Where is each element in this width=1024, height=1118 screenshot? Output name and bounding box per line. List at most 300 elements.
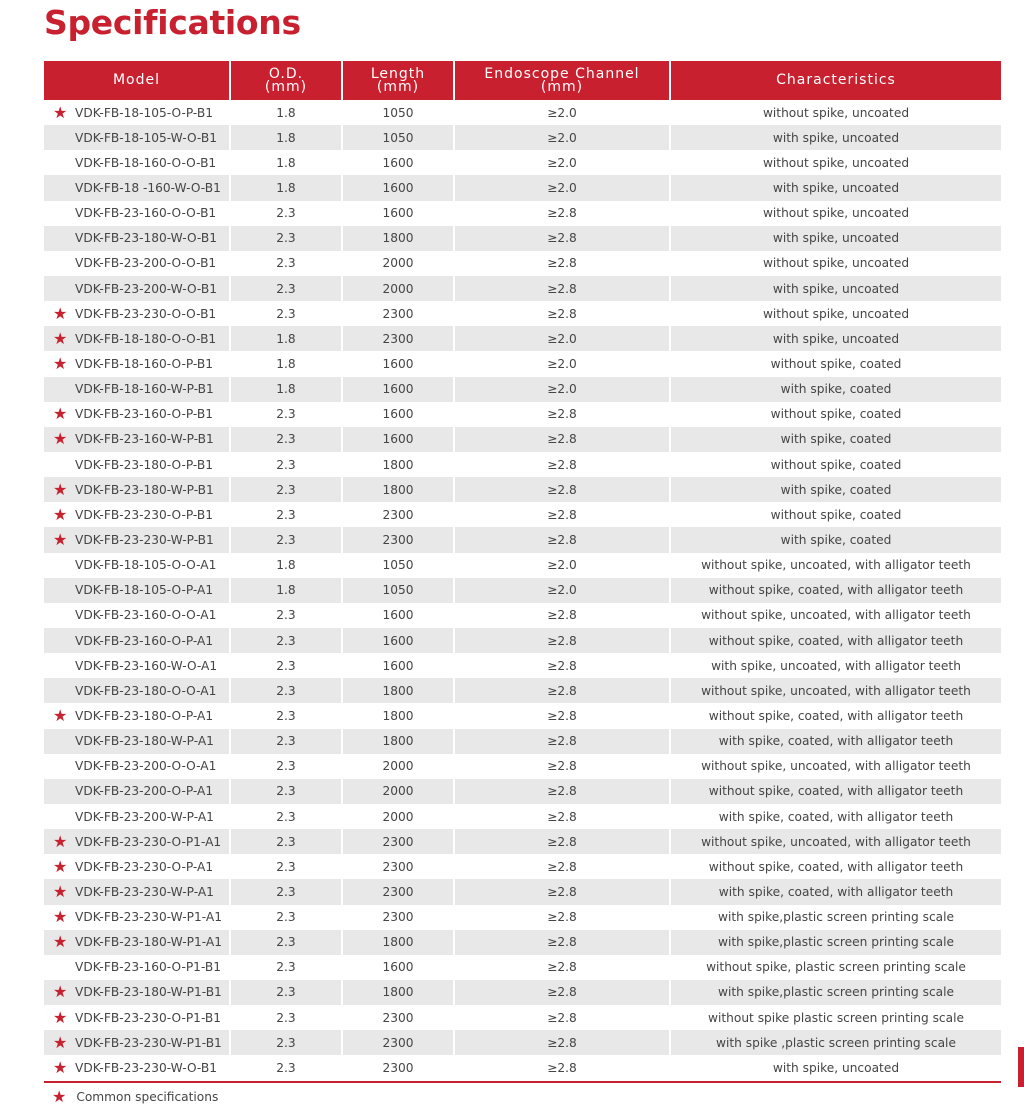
cell-model [44,1030,230,1055]
cell-characteristics: without spike, uncoated [670,100,1001,125]
model-label: VDK-FB-18-160-W-P-B1 [75,382,214,397]
cell-endoscope-channel: ≥2.8 [454,477,670,502]
page-edge-tab [1018,1047,1024,1087]
cell-characteristics: with spike, uncoated [670,175,1001,200]
cell-characteristics: with spike, uncoated [670,276,1001,301]
cell-endoscope-channel: ≥2.8 [454,678,670,703]
cell-od: 2.3 [230,678,342,703]
model-label: VDK-FB-23-230-O-O-B1 [75,306,217,321]
table-row [44,653,1001,678]
model-label: VDK-FB-23-200-W-O-B1 [75,281,217,296]
cell-model [44,477,230,502]
cell-length: 2300 [342,502,454,527]
cell-length: 2000 [342,754,454,779]
table-row [44,1030,1001,1055]
table-row [44,553,1001,578]
star-icon: ★ [53,479,68,499]
cell-od: 2.3 [230,452,342,477]
cell-length: 2300 [342,854,454,879]
star-icon: ★ [53,1032,68,1052]
specifications-table [44,61,1001,1080]
cell-length: 1050 [342,553,454,578]
table-row [44,276,1001,301]
table-row [44,402,1001,427]
cell-endoscope-channel: ≥2.8 [454,452,670,477]
cell-endoscope-channel: ≥2.8 [454,879,670,904]
model-label: VDK-FB-23-230-W-O-B1 [75,1060,217,1075]
cell-length: 2300 [342,1030,454,1055]
cell-model [44,703,230,728]
table-row [44,703,1001,728]
cell-characteristics: without spike, coated, with alligator teeth [670,578,1001,603]
table-row [44,804,1001,829]
cell-characteristics: without spike, uncoated, with alligator teeth [670,829,1001,854]
cell-model [44,1005,230,1030]
star-icon: ★ [53,328,68,348]
cell-characteristics: with spike, coated, with alligator teeth [670,804,1001,829]
model-label: VDK-FB-18-105-O-O-A1 [75,558,217,573]
cell-length: 1600 [342,955,454,980]
cell-endoscope-channel: ≥2.8 [454,653,670,678]
cell-model [44,276,230,301]
cell-od: 2.3 [230,1030,342,1055]
cell-od: 2.3 [230,402,342,427]
cell-endoscope-channel: ≥2.8 [454,854,670,879]
cell-model [44,175,230,200]
cell-length: 1600 [342,201,454,226]
table-row [44,603,1001,628]
table-row [44,879,1001,904]
model-label: VDK-FB-23-230-O-P-A1 [75,859,214,874]
header-model: Model [44,61,230,100]
cell-model [44,351,230,376]
cell-characteristics: with spike,plastic screen printing scale [670,930,1001,955]
cell-length: 2000 [342,251,454,276]
cell-od: 2.3 [230,1055,342,1080]
table-row [44,175,1001,200]
cell-length: 1800 [342,980,454,1005]
cell-od: 2.3 [230,276,342,301]
cell-od: 2.3 [230,879,342,904]
cell-od: 2.3 [230,930,342,955]
cell-characteristics: without spike, coated, with alligator teeth [670,628,1001,653]
star-icon: ★ [53,353,68,373]
cell-characteristics: with spike, coated [670,377,1001,402]
cell-characteristics: with spike, uncoated [670,326,1001,351]
cell-endoscope-channel: ≥2.8 [454,703,670,728]
model-label: VDK-FB-23-180-W-O-B1 [75,231,217,246]
cell-length: 1600 [342,427,454,452]
cell-characteristics: with spike,plastic screen printing scale [670,905,1001,930]
page-title: Specifications [44,3,301,42]
model-label: VDK-FB-23-180-W-P-A1 [75,734,214,749]
model-label: VDK-FB-23-160-W-P-B1 [75,432,214,447]
cell-length: 1050 [342,100,454,125]
cell-od: 2.3 [230,905,342,930]
star-icon: ★ [53,1007,68,1027]
cell-od: 2.3 [230,729,342,754]
cell-length: 2300 [342,527,454,552]
cell-endoscope-channel: ≥2.8 [454,829,670,854]
cell-characteristics: without spike, uncoated [670,251,1001,276]
cell-od: 1.8 [230,175,342,200]
table-row [44,1005,1001,1030]
table-row [44,502,1001,527]
cell-od: 1.8 [230,100,342,125]
model-label: VDK-FB-23-160-W-O-A1 [75,658,218,673]
table-row [44,729,1001,754]
cell-length: 2300 [342,1055,454,1080]
cell-length: 1800 [342,452,454,477]
cell-endoscope-channel: ≥2.8 [454,628,670,653]
model-label: VDK-FB-23-160-O-P-A1 [75,633,214,648]
model-label: VDK-FB-23-160-O-P1-B1 [75,960,222,975]
cell-model [44,955,230,980]
cell-model [44,879,230,904]
cell-endoscope-channel: ≥2.8 [454,905,670,930]
cell-characteristics: with spike ,plastic screen printing scale [670,1030,1001,1055]
cell-model [44,754,230,779]
table-row [44,251,1001,276]
cell-length: 1800 [342,703,454,728]
star-icon: ★ [53,856,68,876]
cell-characteristics: without spike, coated, with alligator teeth [670,703,1001,728]
cell-endoscope-channel: ≥2.0 [454,326,670,351]
table-header-row [44,61,1001,100]
cell-endoscope-channel: ≥2.8 [454,226,670,251]
cell-characteristics: without spike, coated [670,452,1001,477]
model-label: VDK-FB-18-160-O-O-B1 [75,155,217,170]
cell-model [44,804,230,829]
cell-length: 1600 [342,653,454,678]
cell-model [44,301,230,326]
table-row [44,377,1001,402]
cell-length: 2300 [342,879,454,904]
table-row [44,678,1001,703]
model-label: VDK-FB-23-200-O-P-A1 [75,784,214,799]
model-label: VDK-FB-23-160-O-P-B1 [75,407,213,422]
cell-model [44,980,230,1005]
cell-od: 2.3 [230,301,342,326]
model-label: VDK-FB-23-180-W-P-B1 [75,482,214,497]
cell-length: 1050 [342,125,454,150]
cell-characteristics: without spike, uncoated [670,301,1001,326]
cell-od: 2.3 [230,980,342,1005]
cell-endoscope-channel: ≥2.8 [454,427,670,452]
cell-characteristics: without spike, uncoated, with alligator teeth [670,678,1001,703]
cell-endoscope-channel: ≥2.8 [454,1005,670,1030]
cell-characteristics: without spike, uncoated [670,201,1001,226]
model-label: VDK-FB-23-180-O-P-A1 [75,708,214,723]
cell-length: 2300 [342,326,454,351]
cell-model [44,1055,230,1080]
table-row [44,527,1001,552]
star-icon: ★ [52,1087,67,1106]
cell-length: 2000 [342,276,454,301]
cell-model [44,100,230,125]
star-icon: ★ [53,982,68,1002]
table-row [44,326,1001,351]
cell-od: 2.3 [230,854,342,879]
model-label: VDK-FB-23-230-W-P-B1 [75,532,214,547]
model-label: VDK-FB-23-230-W-P-A1 [75,884,214,899]
cell-model [44,729,230,754]
table-row [44,578,1001,603]
cell-endoscope-channel: ≥2.8 [454,980,670,1005]
table-row [44,301,1001,326]
cell-od: 2.3 [230,653,342,678]
cell-length: 1800 [342,678,454,703]
cell-od: 2.3 [230,804,342,829]
cell-od: 2.3 [230,477,342,502]
star-icon: ★ [53,504,68,524]
model-label: VDK-FB-18 -160-W-O-B1 [75,180,221,195]
cell-endoscope-channel: ≥2.8 [454,402,670,427]
table-row [44,854,1001,879]
cell-endoscope-channel: ≥2.0 [454,150,670,175]
star-icon: ★ [53,907,68,927]
cell-model [44,377,230,402]
model-label: VDK-FB-23-200-O-O-B1 [75,256,217,271]
cell-length: 2300 [342,301,454,326]
model-label: VDK-FB-23-230-W-P1-B1 [75,1035,222,1050]
model-label: VDK-FB-23-230-W-P1-A1 [75,910,222,925]
cell-endoscope-channel: ≥2.8 [454,276,670,301]
cell-od: 2.3 [230,1005,342,1030]
cell-od: 2.3 [230,955,342,980]
cell-od: 1.8 [230,125,342,150]
cell-od: 2.3 [230,829,342,854]
cell-od: 2.3 [230,628,342,653]
table-row [44,100,1001,125]
cell-characteristics: with spike, uncoated [670,226,1001,251]
cell-model [44,578,230,603]
cell-model [44,502,230,527]
cell-characteristics: with spike, uncoated [670,125,1001,150]
cell-length: 1600 [342,150,454,175]
table-row [44,477,1001,502]
cell-model [44,402,230,427]
cell-od: 2.3 [230,527,342,552]
cell-characteristics: with spike, coated [670,527,1001,552]
table-bottom-rule [44,1081,1001,1083]
star-icon: ★ [53,881,68,901]
cell-model [44,527,230,552]
cell-endoscope-channel: ≥2.8 [454,251,670,276]
star-icon: ★ [53,529,68,549]
model-label: VDK-FB-23-230-O-P1-B1 [75,1010,222,1025]
cell-endoscope-channel: ≥2.8 [454,955,670,980]
table-row [44,427,1001,452]
cell-characteristics: with spike, coated [670,477,1001,502]
star-icon: ★ [53,303,68,323]
cell-endoscope-channel: ≥2.0 [454,100,670,125]
model-label: VDK-FB-18-180-O-O-B1 [75,331,217,346]
header-length: Length (mm) [342,61,454,100]
cell-od: 2.3 [230,502,342,527]
cell-model [44,854,230,879]
cell-model [44,427,230,452]
cell-model [44,628,230,653]
cell-length: 1600 [342,351,454,376]
cell-length: 2300 [342,905,454,930]
star-icon: ★ [53,102,68,122]
table-row [44,754,1001,779]
model-label: VDK-FB-18-105-O-P-A1 [75,583,214,598]
cell-endoscope-channel: ≥2.8 [454,729,670,754]
table-row [44,779,1001,804]
header-od: O.D. (mm) [230,61,342,100]
star-icon: ★ [53,932,68,952]
model-label: VDK-FB-18-105-W-O-B1 [75,130,217,145]
cell-od: 2.3 [230,779,342,804]
cell-model [44,150,230,175]
table-row [44,930,1001,955]
cell-endoscope-channel: ≥2.8 [454,754,670,779]
cell-model [44,125,230,150]
cell-length: 1800 [342,930,454,955]
table-row [44,226,1001,251]
cell-endoscope-channel: ≥2.0 [454,175,670,200]
model-label: VDK-FB-23-160-O-O-B1 [75,206,217,221]
model-label: VDK-FB-18-105-O-P-B1 [75,105,213,120]
cell-length: 2300 [342,1005,454,1030]
model-label: VDK-FB-23-180-W-P1-B1 [75,985,222,1000]
cell-model [44,603,230,628]
star-icon: ★ [53,705,68,725]
cell-od: 1.8 [230,578,342,603]
cell-endoscope-channel: ≥2.8 [454,301,670,326]
cell-length: 1800 [342,226,454,251]
table-row [44,829,1001,854]
cell-characteristics: without spike, uncoated [670,150,1001,175]
table-row [44,150,1001,175]
cell-length: 2000 [342,779,454,804]
cell-model [44,930,230,955]
model-label: VDK-FB-23-160-O-O-A1 [75,608,217,623]
cell-model [44,779,230,804]
cell-od: 2.3 [230,703,342,728]
cell-model [44,251,230,276]
star-icon: ★ [53,1057,68,1077]
header-characteristics: Characteristics [670,61,1001,100]
table-row [44,955,1001,980]
cell-endoscope-channel: ≥2.0 [454,351,670,376]
cell-od: 2.3 [230,427,342,452]
model-label: VDK-FB-23-200-O-O-A1 [75,759,217,774]
cell-model [44,452,230,477]
cell-od: 1.8 [230,553,342,578]
cell-characteristics: without spike, coated, with alligator teeth [670,854,1001,879]
cell-characteristics: with spike, uncoated, with alligator teeth [670,653,1001,678]
cell-od: 2.3 [230,754,342,779]
model-label: VDK-FB-23-230-O-P-B1 [75,507,213,522]
model-label: VDK-FB-23-200-W-P-A1 [75,809,214,824]
cell-characteristics: without spike plastic screen printing scale [670,1005,1001,1030]
cell-characteristics: without spike, uncoated, with alligator teeth [670,603,1001,628]
model-label: VDK-FB-23-180-O-P-B1 [75,457,213,472]
cell-od: 1.8 [230,377,342,402]
cell-characteristics: without spike, uncoated, with alligator teeth [670,754,1001,779]
legend [52,1087,219,1106]
cell-characteristics: without spike, coated [670,351,1001,376]
cell-endoscope-channel: ≥2.8 [454,930,670,955]
cell-length: 1800 [342,477,454,502]
cell-characteristics: with spike, coated [670,427,1001,452]
cell-model [44,326,230,351]
cell-model [44,905,230,930]
cell-endoscope-channel: ≥2.8 [454,1030,670,1055]
cell-endoscope-channel: ≥2.8 [454,603,670,628]
cell-endoscope-channel: ≥2.8 [454,779,670,804]
cell-model [44,678,230,703]
cell-model [44,653,230,678]
cell-length: 2300 [342,829,454,854]
star-icon: ★ [53,831,68,851]
cell-endoscope-channel: ≥2.8 [454,1055,670,1080]
cell-endoscope-channel: ≥2.0 [454,125,670,150]
cell-od: 2.3 [230,251,342,276]
cell-characteristics: without spike, plastic screen printing scale [670,955,1001,980]
cell-model [44,553,230,578]
cell-characteristics: without spike, uncoated, with alligator teeth [670,553,1001,578]
cell-length: 1050 [342,578,454,603]
table-row [44,125,1001,150]
cell-endoscope-channel: ≥2.8 [454,201,670,226]
table-row [44,1055,1001,1080]
cell-length: 2000 [342,804,454,829]
cell-characteristics: with spike, coated, with alligator teeth [670,729,1001,754]
cell-endoscope-channel: ≥2.8 [454,804,670,829]
header-endoscope-channel: Endoscope Channel (mm) [454,61,670,100]
legend-text: Common specifications [76,1090,219,1104]
cell-endoscope-channel: ≥2.8 [454,502,670,527]
model-label: VDK-FB-23-180-O-O-A1 [75,683,217,698]
table-row [44,628,1001,653]
cell-endoscope-channel: ≥2.0 [454,578,670,603]
model-label: VDK-FB-18-160-O-P-B1 [75,356,213,371]
table-row [44,201,1001,226]
cell-characteristics: with spike,plastic screen printing scale [670,980,1001,1005]
cell-characteristics: with spike, coated, with alligator teeth [670,879,1001,904]
cell-length: 1600 [342,377,454,402]
table-row [44,351,1001,376]
cell-characteristics: without spike, coated, with alligator teeth [670,779,1001,804]
table-row [44,980,1001,1005]
cell-length: 1600 [342,175,454,200]
cell-length: 1800 [342,729,454,754]
cell-characteristics: without spike, coated [670,502,1001,527]
cell-characteristics: with spike, uncoated [670,1055,1001,1080]
star-icon: ★ [53,429,68,449]
table-row [44,905,1001,930]
table-row [44,452,1001,477]
cell-od: 2.3 [230,603,342,628]
model-label: VDK-FB-23-230-O-P1-A1 [75,834,222,849]
cell-length: 1600 [342,603,454,628]
cell-od: 1.8 [230,326,342,351]
cell-endoscope-channel: ≥2.0 [454,553,670,578]
cell-od: 2.3 [230,226,342,251]
cell-model [44,226,230,251]
model-label: VDK-FB-23-180-W-P1-A1 [75,935,222,950]
cell-length: 1600 [342,628,454,653]
star-icon: ★ [53,404,68,424]
cell-od: 2.3 [230,201,342,226]
cell-endoscope-channel: ≥2.0 [454,377,670,402]
cell-length: 1600 [342,402,454,427]
cell-od: 1.8 [230,150,342,175]
